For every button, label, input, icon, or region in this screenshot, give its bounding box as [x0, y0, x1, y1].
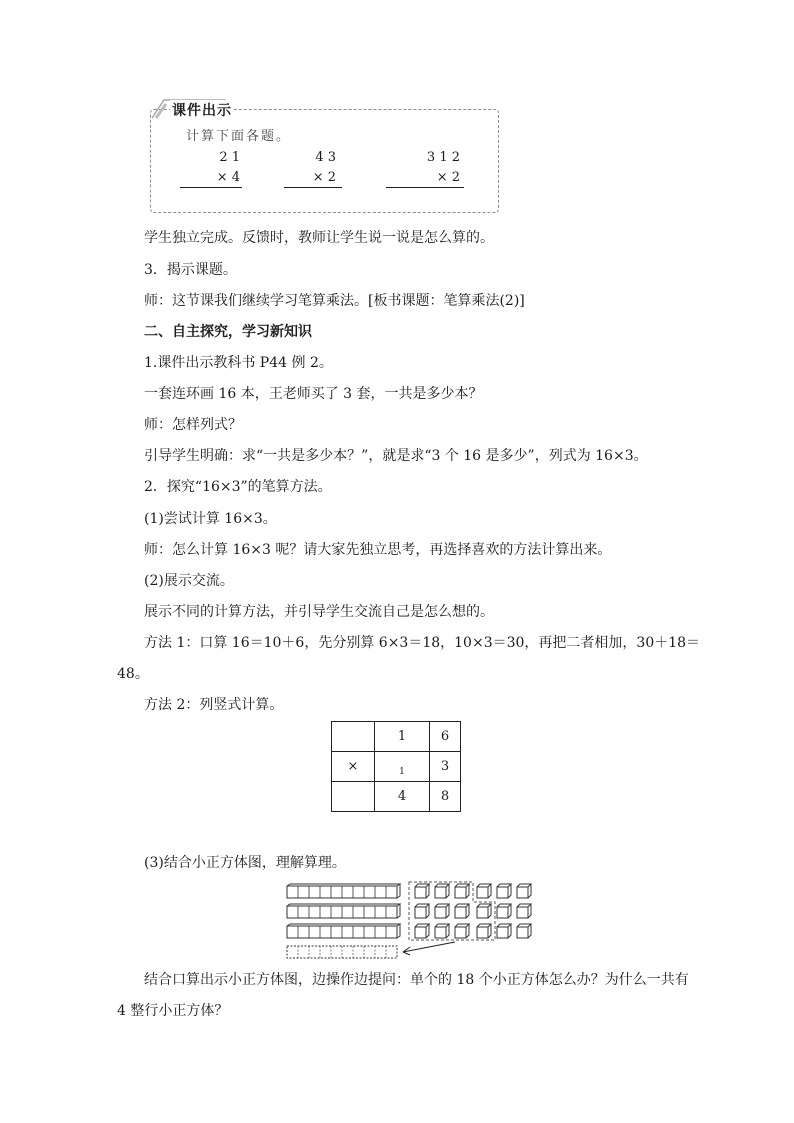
para-how-to-formula: 师：怎样列式？: [144, 417, 242, 433]
courseware-title: 课件出示: [170, 100, 234, 120]
section-heading-2: 二、自主探究，学习新知识: [144, 324, 312, 340]
problem-2-line: [284, 187, 342, 188]
table-row: [332, 782, 461, 812]
vertical-calc-table: [331, 721, 461, 812]
para-example-2: 1.课件出示教科书 P44 例 2。: [144, 355, 333, 371]
para-explore: 2．探究“16×3”的笔算方法。: [144, 479, 332, 495]
table-row: [332, 722, 461, 752]
problem-3-top: 3 1 2: [426, 150, 460, 165]
problem-3-line: [386, 187, 464, 188]
problem-3-bottom: × 2: [436, 170, 460, 185]
table-cell: [332, 722, 375, 752]
problem-1-line: [180, 187, 242, 188]
para-feedback: 学生独立完成。反馈时，教师让学生说一说是怎么算的。: [144, 230, 494, 246]
para-reveal-topic: 3．揭示课题。: [144, 262, 237, 278]
para-method-1: 方法 1：口算 16＝10＋6，先分别算 6×3＝18，10×3＝30，再把二者相加，30＋18＝: [144, 635, 701, 651]
table-cell: [375, 752, 430, 782]
para-method-1-cont: 48。: [117, 666, 149, 682]
para-try-calc: (1)尝试计算 16×3。: [144, 511, 277, 527]
table-cell: [332, 782, 375, 812]
para-teacher-intro: 师：这节课我们继续学习笔算乘法。[板书课题：笔算乘法(2)]: [144, 293, 525, 309]
cube-diagram: [285, 880, 537, 964]
table-cell: 3: [430, 752, 461, 782]
problem-1-bottom: × 4: [216, 170, 240, 185]
problem-1-top: 2 1: [219, 150, 240, 165]
para-method-2: 方法 2：列竖式计算。: [144, 697, 284, 713]
table-cell: 6: [430, 722, 461, 752]
para-cube-question-cont: 4 整行小正方体？: [117, 1003, 229, 1019]
problem-2-bottom: × 2: [312, 170, 336, 185]
table-cell: 8: [430, 782, 461, 812]
table-cell: 4: [375, 782, 430, 812]
table-cell: 1: [375, 722, 430, 752]
table-row: [332, 752, 461, 782]
table-cell: ×: [332, 752, 375, 782]
carry-digit: 1: [399, 767, 405, 777]
problem-2-top: 4 3: [315, 150, 336, 165]
para-show-methods: 展示不同的计算方法，并引导学生交流自己是怎么想的。: [144, 604, 494, 620]
para-teacher-question: 师：怎么计算 16×3 呢？请大家先独立思考，再选择喜欢的方法计算出来。: [144, 542, 612, 558]
para-problem: 一套连环画 16 本，王老师买了 3 套，一共是多少本？: [144, 386, 483, 402]
courseware-instruction: 计算下面各题。: [186, 129, 292, 144]
para-cube-diagram: (3)结合小正方体图，理解算理。: [144, 855, 346, 871]
para-cube-question: 结合口算出示小正方体图，边操作边提问：单个的 18 个小正方体怎么办？为什么一共有: [144, 972, 689, 988]
para-guide-formula: 引导学生明确：求“一共是多少本？”，就是求“3 个 16 是多少”，列式为 16×3。: [144, 448, 648, 464]
para-show-exchange: (2)展示交流。: [144, 573, 234, 589]
